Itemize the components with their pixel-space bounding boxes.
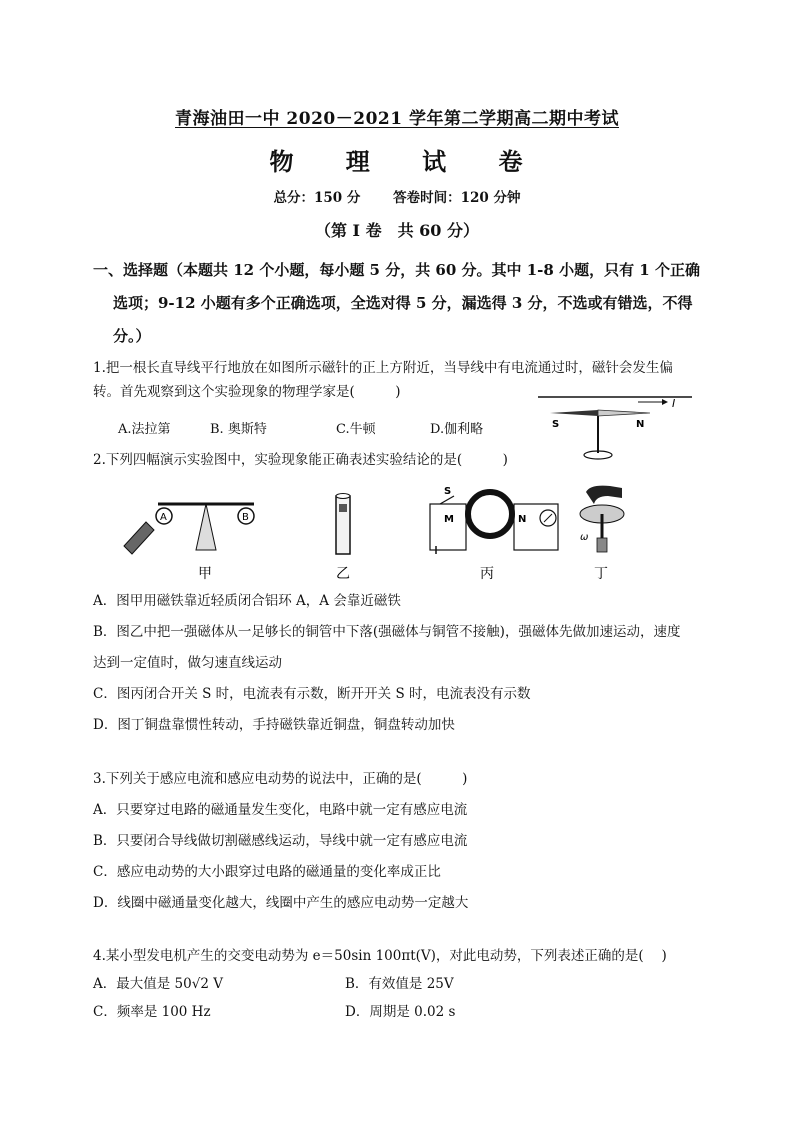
label-ding: 丁 <box>594 566 608 582</box>
needle-s-label: S <box>552 419 560 430</box>
strong-magnet <box>339 504 347 512</box>
current-label: I <box>672 397 676 410</box>
q3-option-a: A．只要穿过电路的磁通量发生变化，电路中就一定有感应电流 <box>93 802 468 818</box>
ring-a-label: A <box>160 512 167 523</box>
figure-ding <box>580 486 624 552</box>
q1-option-b: B. 奥斯特 <box>210 422 267 437</box>
q2-option-b-1: B．图乙中把一强磁体从一足够长的铜管中下落(强磁体与铜管不接触)，强磁体先做加速运动，速度 <box>93 624 681 640</box>
exam-meta <box>0 186 794 206</box>
question-3 <box>93 764 713 919</box>
omega-label: ω <box>580 532 589 543</box>
q4-option-d: D．周期是 0.02 s <box>345 1004 456 1020</box>
q3-option-c: C．感应电动势的大小跟穿过电路的磁通量的变化率成正比 <box>93 864 441 880</box>
q4-option-a: A．最大值是 50√2 V <box>93 976 223 992</box>
part-heading: （第 I 卷 共 60 分） <box>314 221 480 240</box>
q2-option-c: C．图丙闭合开关 S 时，电流表有示数，断开开关 S 时，电流表没有示数 <box>93 686 531 702</box>
coil-m-label: M <box>444 514 454 525</box>
label-bing: 丙 <box>480 566 494 582</box>
q4-stem: 4.某小型发电机产生的交变电动势为 e＝50sin 100πt(V)，对此电动势，下列表述正确的是( ) <box>93 948 667 964</box>
q1-option-d: D.伽利略 <box>430 422 484 437</box>
q2-stem: 2.下列四幅演示实验图中，实验现象能正确表述实验结论的是( ) <box>93 452 508 468</box>
figure-bing <box>430 486 558 554</box>
current-arrowhead <box>662 399 668 405</box>
section-line-2: 选项；9-12 小题有多个正确选项，全选对得 5 分，漏选得 3 分，不选或有错选，不得 <box>113 294 693 312</box>
q1-option-c: C.牛顿 <box>336 422 376 437</box>
needle-north <box>598 410 650 416</box>
q2-option-d: D．图丁铜盘靠惯性转动，手持磁铁靠近铜盘，铜盘转动加快 <box>93 717 455 733</box>
coil-n-label: N <box>518 514 527 525</box>
q4-option-b: B．有效值是 25V <box>345 976 454 992</box>
switch-label: S <box>444 486 452 497</box>
q3-option-d: D．线圈中磁通量变化越大，线圈中产生的感应电动势一定越大 <box>93 895 469 911</box>
disk-handle <box>597 538 607 552</box>
primary-circuit <box>430 504 466 550</box>
q4-row-2 <box>93 998 713 1026</box>
section-line-1: 一、选择题（本题共 12 个小题，每小题 5 分，共 60 分。其中 1-8 小题，只有 1 个正确 <box>93 261 700 279</box>
q4-row-1 <box>93 970 713 998</box>
question-4 <box>93 942 713 1026</box>
balance-pivot <box>196 504 216 550</box>
q4-option-c: C．频率是 100 Hz <box>93 1004 211 1020</box>
q2-option-a: A．图甲用磁铁靠近轻质闭合铝环 A，A 会靠近磁铁 <box>93 593 401 609</box>
horseshoe-magnet <box>586 486 622 504</box>
q3-option-b: B．只要闭合导线做切割磁感线运动，导线中就一定有感应电流 <box>93 833 468 849</box>
tube-opening <box>336 494 350 499</box>
subject-title: 物 理 试 卷 <box>269 147 545 176</box>
q2-options <box>93 586 713 741</box>
total-score: 总分：150 分 <box>273 190 361 206</box>
q1-line-2: 转。首先观察到这个实验现象的物理学家是( ) <box>93 384 401 400</box>
figure-jia <box>124 504 254 554</box>
q2-option-b-2: 达到一定值时，做匀速直线运动 <box>93 655 282 671</box>
q1-line-1: 1.把一根长直导线平行地放在如图所示磁针的正上方附近，当导线中有电流通过时，磁针会发生偏 <box>93 360 673 376</box>
needle-south <box>550 410 598 416</box>
ring-b-label: B <box>242 512 249 523</box>
label-yi: 乙 <box>336 566 350 582</box>
q3-stem: 3.下列关于感应电流和感应电动势的说法中，正确的是( ) <box>93 771 468 787</box>
section-line-3: 分。） <box>113 327 151 345</box>
switch-lever <box>440 496 454 504</box>
exam-title: 青海油田一中 2020－2021 学年第二学期高二期中考试 <box>175 109 619 129</box>
section-instructions <box>93 254 713 353</box>
q1-option-a: A.法拉第 <box>118 422 171 437</box>
q2-figures <box>110 482 640 582</box>
iron-ring <box>468 492 512 536</box>
figure-yi <box>336 494 350 555</box>
exam-time: 答卷时间：120 分钟 <box>393 190 521 206</box>
magnet-bar <box>124 522 154 554</box>
label-jia: 甲 <box>198 566 212 582</box>
needle-n-label: N <box>636 419 645 430</box>
